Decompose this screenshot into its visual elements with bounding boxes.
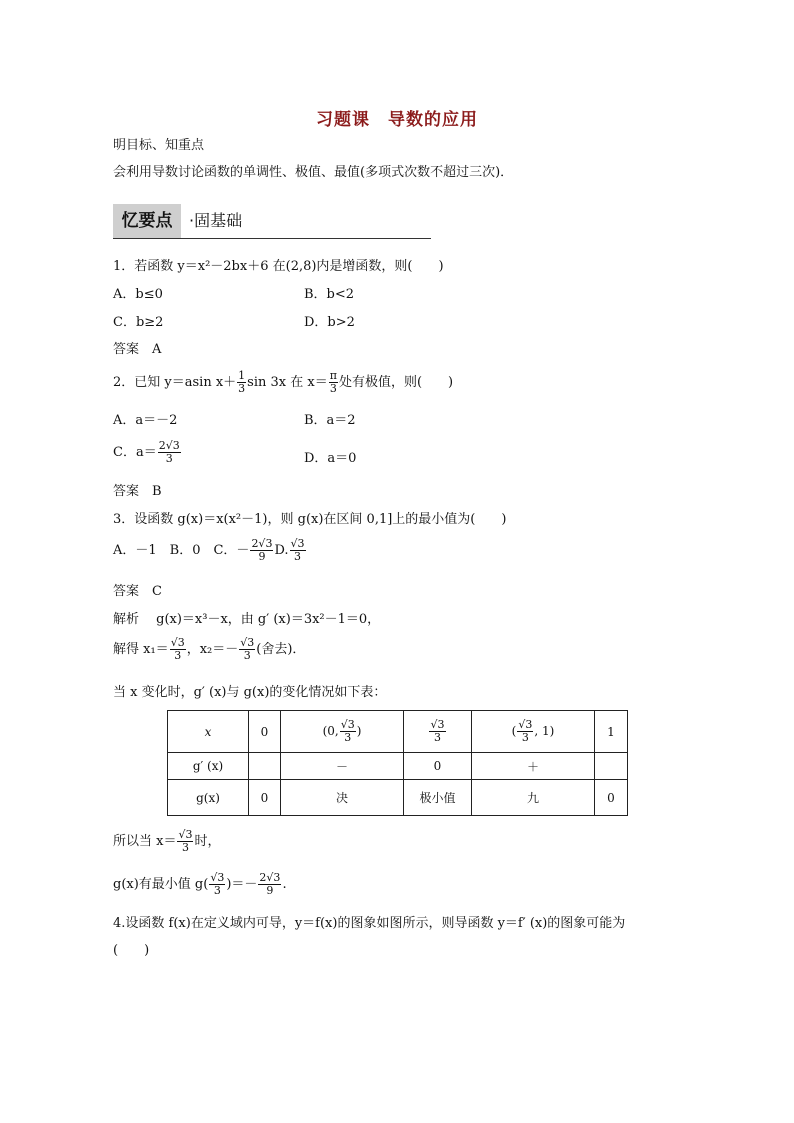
table-cell xyxy=(249,753,281,780)
table-cell: ( $\frac{√3}{3}$ , 1) xyxy=(472,711,595,753)
goal-heading: 明目标、知重点 xyxy=(113,138,205,153)
q3-min: g(x)有最小值 g( $\frac{√3}{3}$ )＝－ $\frac{2√3}{9}$ . xyxy=(113,871,287,897)
q2-option-c: C．a＝ $\frac{2√3}{3}$ xyxy=(113,439,180,465)
section-tag: 忆要点 xyxy=(113,204,181,238)
section-rest: ·固基础 xyxy=(189,211,243,230)
q2-option-b: B．a＝2 xyxy=(304,413,356,428)
q1-stem: 1．若函数 y＝x²－2bx＋6 在(2,8)内是增函数，则( ) xyxy=(113,259,444,274)
q3-so: 所以当 x＝ $\frac{√3}{3}$ 时， xyxy=(113,828,221,854)
q2-frac1: $\frac{1}{3}$ xyxy=(238,369,246,395)
q3-stem: 3．设函数 g(x)＝x(x²－1)，则 g(x)在区间 0,1]上的最小值为( ) xyxy=(113,512,507,527)
table-cell: ＋ xyxy=(472,753,595,780)
variation-table xyxy=(167,710,628,816)
table-cell xyxy=(595,753,628,780)
q1-answer: 答案 A xyxy=(113,342,162,357)
table-cell: (0, $\frac{√3}{3}$ ) xyxy=(281,711,404,753)
q3-when: 当 x 变化时，g′ (x)与 g(x)的变化情况如下表： xyxy=(113,685,387,700)
q1-option-b: B．b<2 xyxy=(304,287,355,302)
q2-stem xyxy=(113,370,453,395)
table-row xyxy=(168,711,628,753)
q4-stem: 4.设函数 f(x)在定义域内可导，y＝f(x)的图象如图所示，则导函数 y＝f′ (x)的图象可能为 xyxy=(113,916,626,931)
table-cell: － xyxy=(281,753,404,780)
page-title: 习题课 导数的应用 xyxy=(316,110,478,130)
table-cell: 极小值 xyxy=(404,780,472,816)
q2-option-d: D．a＝0 xyxy=(304,451,357,466)
q1-option-d: D．b>2 xyxy=(304,315,355,330)
table-row xyxy=(168,780,628,816)
table-cell: 九 xyxy=(472,780,595,816)
section-header xyxy=(113,204,431,239)
table-cell: $\frac{√3}{3}$ xyxy=(404,711,472,753)
table-cell: 1 xyxy=(595,711,628,753)
q1-option-a: A．b≤0 xyxy=(113,287,163,302)
goal-text: 会利用导数讨论函数的单调性、极值、最值(多项式次数不超过三次)． xyxy=(113,165,514,180)
q4-blank: ( ) xyxy=(113,943,150,958)
q1-option-c: C．b≥2 xyxy=(113,315,164,330)
q3-analysis: 解析 g(x)＝x³－x，由 g′ (x)＝3x²－1＝0， xyxy=(113,612,381,627)
table-cell: 0 xyxy=(249,711,281,753)
q2-stem-b: sin 3x 在 x＝ xyxy=(247,375,328,390)
q3-options: A．－1 B．0 C．－ $\frac{2√3}{9}$ D. $\frac{√3}{3}$ xyxy=(113,537,305,563)
table-row xyxy=(168,753,628,780)
table-cell: 0 xyxy=(404,753,472,780)
q2-stem-a: 2．已知 y＝asin x＋ xyxy=(113,375,237,390)
table-cell: x xyxy=(168,711,249,753)
q2-option-a: A．a＝－2 xyxy=(113,413,178,428)
table-cell: g′ (x) xyxy=(168,753,249,780)
q2-frac2: $\frac{\pi}{3}$ xyxy=(329,369,337,395)
q2-answer: 答案 B xyxy=(113,484,162,499)
table-cell: 决 xyxy=(281,780,404,816)
table-cell: 0 xyxy=(595,780,628,816)
table-cell: g(x) xyxy=(168,780,249,816)
q3-answer: 答案 C xyxy=(113,584,162,599)
q2-stem-c: 处有极值，则( ) xyxy=(338,375,454,390)
table-cell: 0 xyxy=(249,780,281,816)
q3-solve: 解得 x₁＝ $\frac{√3}{3}$ ，x₂＝－ $\frac{√3}{3}$ (舍去)． xyxy=(113,636,306,662)
